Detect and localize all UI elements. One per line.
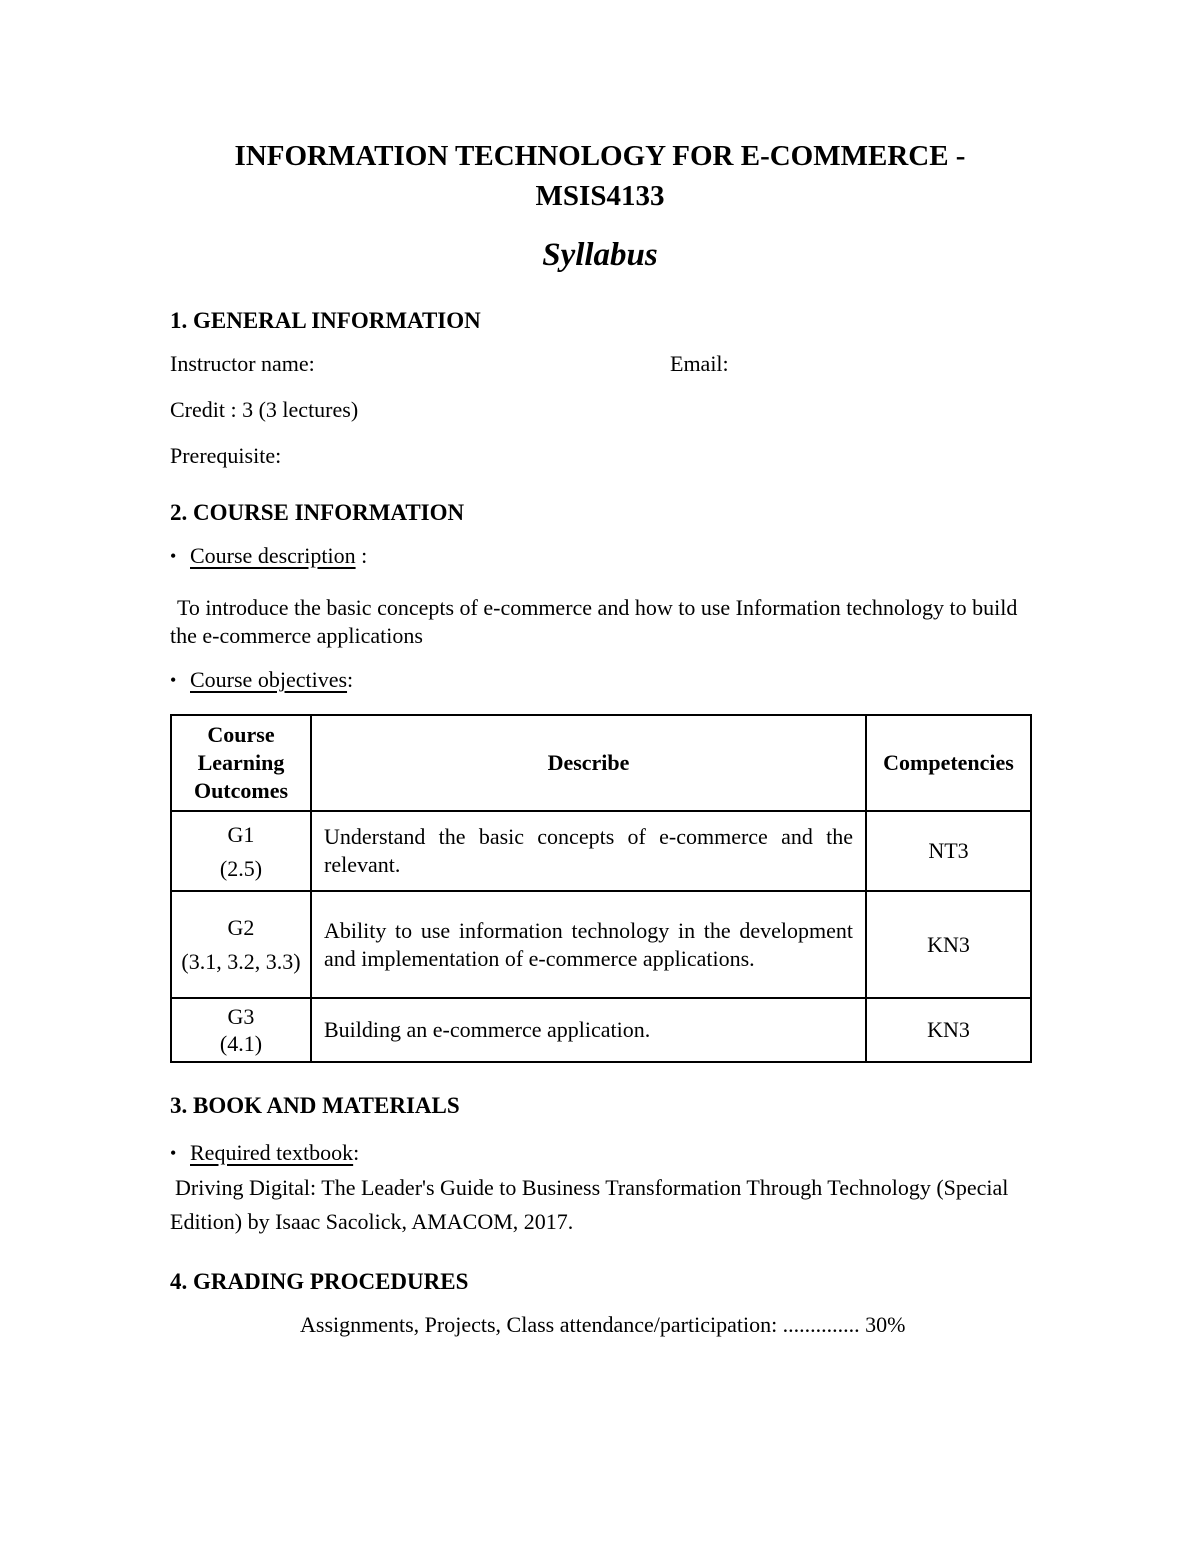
section-heading-grading-procedures: 4. GRADING PROCEDURES (170, 1269, 469, 1294)
outcome-code: G3 (227, 1004, 255, 1029)
course-objectives-colon: : (347, 667, 354, 692)
table-row (171, 891, 1031, 998)
textbook-citation: Driving Digital: The Leader's Guide to Business Transformation Through Technology (Special Edition) by Isaac Sacolick, AMACOM, 2017. (170, 1175, 1009, 1234)
grading-assignments-line: Assignments, Projects, Class attendance/participation: .............. 30% (300, 1312, 906, 1337)
outcome-refs: (2.5) (219, 855, 263, 881)
email-label: Email: (670, 351, 729, 376)
outcome-cell (171, 998, 311, 1062)
outcome-code: G1 (227, 821, 255, 847)
outcome-cell (171, 811, 311, 891)
bullet-icon: • (170, 546, 177, 566)
course-objectives-table (170, 714, 1032, 1063)
document-subtitle: Syllabus (542, 237, 658, 273)
table-header-row (171, 715, 1031, 811)
section-heading-course-information: 2. COURSE INFORMATION (170, 500, 465, 525)
document-title-line1: INFORMATION TECHNOLOGY FOR E-COMMERCE - (234, 140, 966, 172)
competency-cell: KN3 (866, 891, 1031, 998)
competency-cell: NT3 (866, 811, 1031, 891)
describe-cell: Building an e-commerce application. (311, 998, 866, 1062)
instructor-email-row (170, 350, 1030, 378)
prerequisite-line: Prerequisite: (170, 443, 282, 468)
section-heading-book-materials: 3. BOOK AND MATERIALS (170, 1093, 460, 1118)
course-description-bullet (170, 542, 1030, 570)
describe-cell: Understand the basic concepts of e-commerce and the relevant. (311, 811, 866, 891)
outcome-code: G2 (227, 915, 255, 940)
course-description-text: To introduce the basic concepts of e-commerce and how to use Information technology to build the e-commerce applications (170, 595, 1018, 648)
document-title-line2: MSIS4133 (535, 180, 665, 212)
table-row (171, 998, 1031, 1062)
course-description-label: Course description (190, 543, 356, 568)
column-header-describe: Describe (311, 715, 866, 811)
column-header-competencies: Competencies (866, 715, 1031, 811)
section-heading-general-information: 1. GENERAL INFORMATION (170, 308, 481, 333)
outcome-cell (171, 891, 311, 998)
document-title (170, 136, 1030, 216)
required-textbook-label: Required textbook (190, 1140, 354, 1165)
bullet-icon: • (170, 670, 177, 690)
course-objectives-label: Course objectives (190, 667, 348, 692)
table-row (171, 811, 1031, 891)
describe-cell: Ability to use information technology in the development and implementation of e-commerce applications. (311, 891, 866, 998)
course-description-colon: : (355, 543, 368, 568)
credit-line: Credit : 3 (3 lectures) (170, 397, 359, 422)
required-textbook-colon: : (353, 1140, 360, 1165)
bullet-icon: • (170, 1143, 177, 1163)
outcome-refs: (4.1) (219, 1031, 263, 1056)
required-textbook-bullet (170, 1139, 1030, 1167)
course-objectives-bullet (170, 666, 1030, 694)
outcome-refs: (3.1, 3.2, 3.3) (181, 949, 301, 974)
instructor-name-label: Instructor name: (170, 351, 315, 376)
column-header-outcomes: Course Learning Outcomes (171, 715, 311, 811)
competency-cell: KN3 (866, 998, 1031, 1062)
